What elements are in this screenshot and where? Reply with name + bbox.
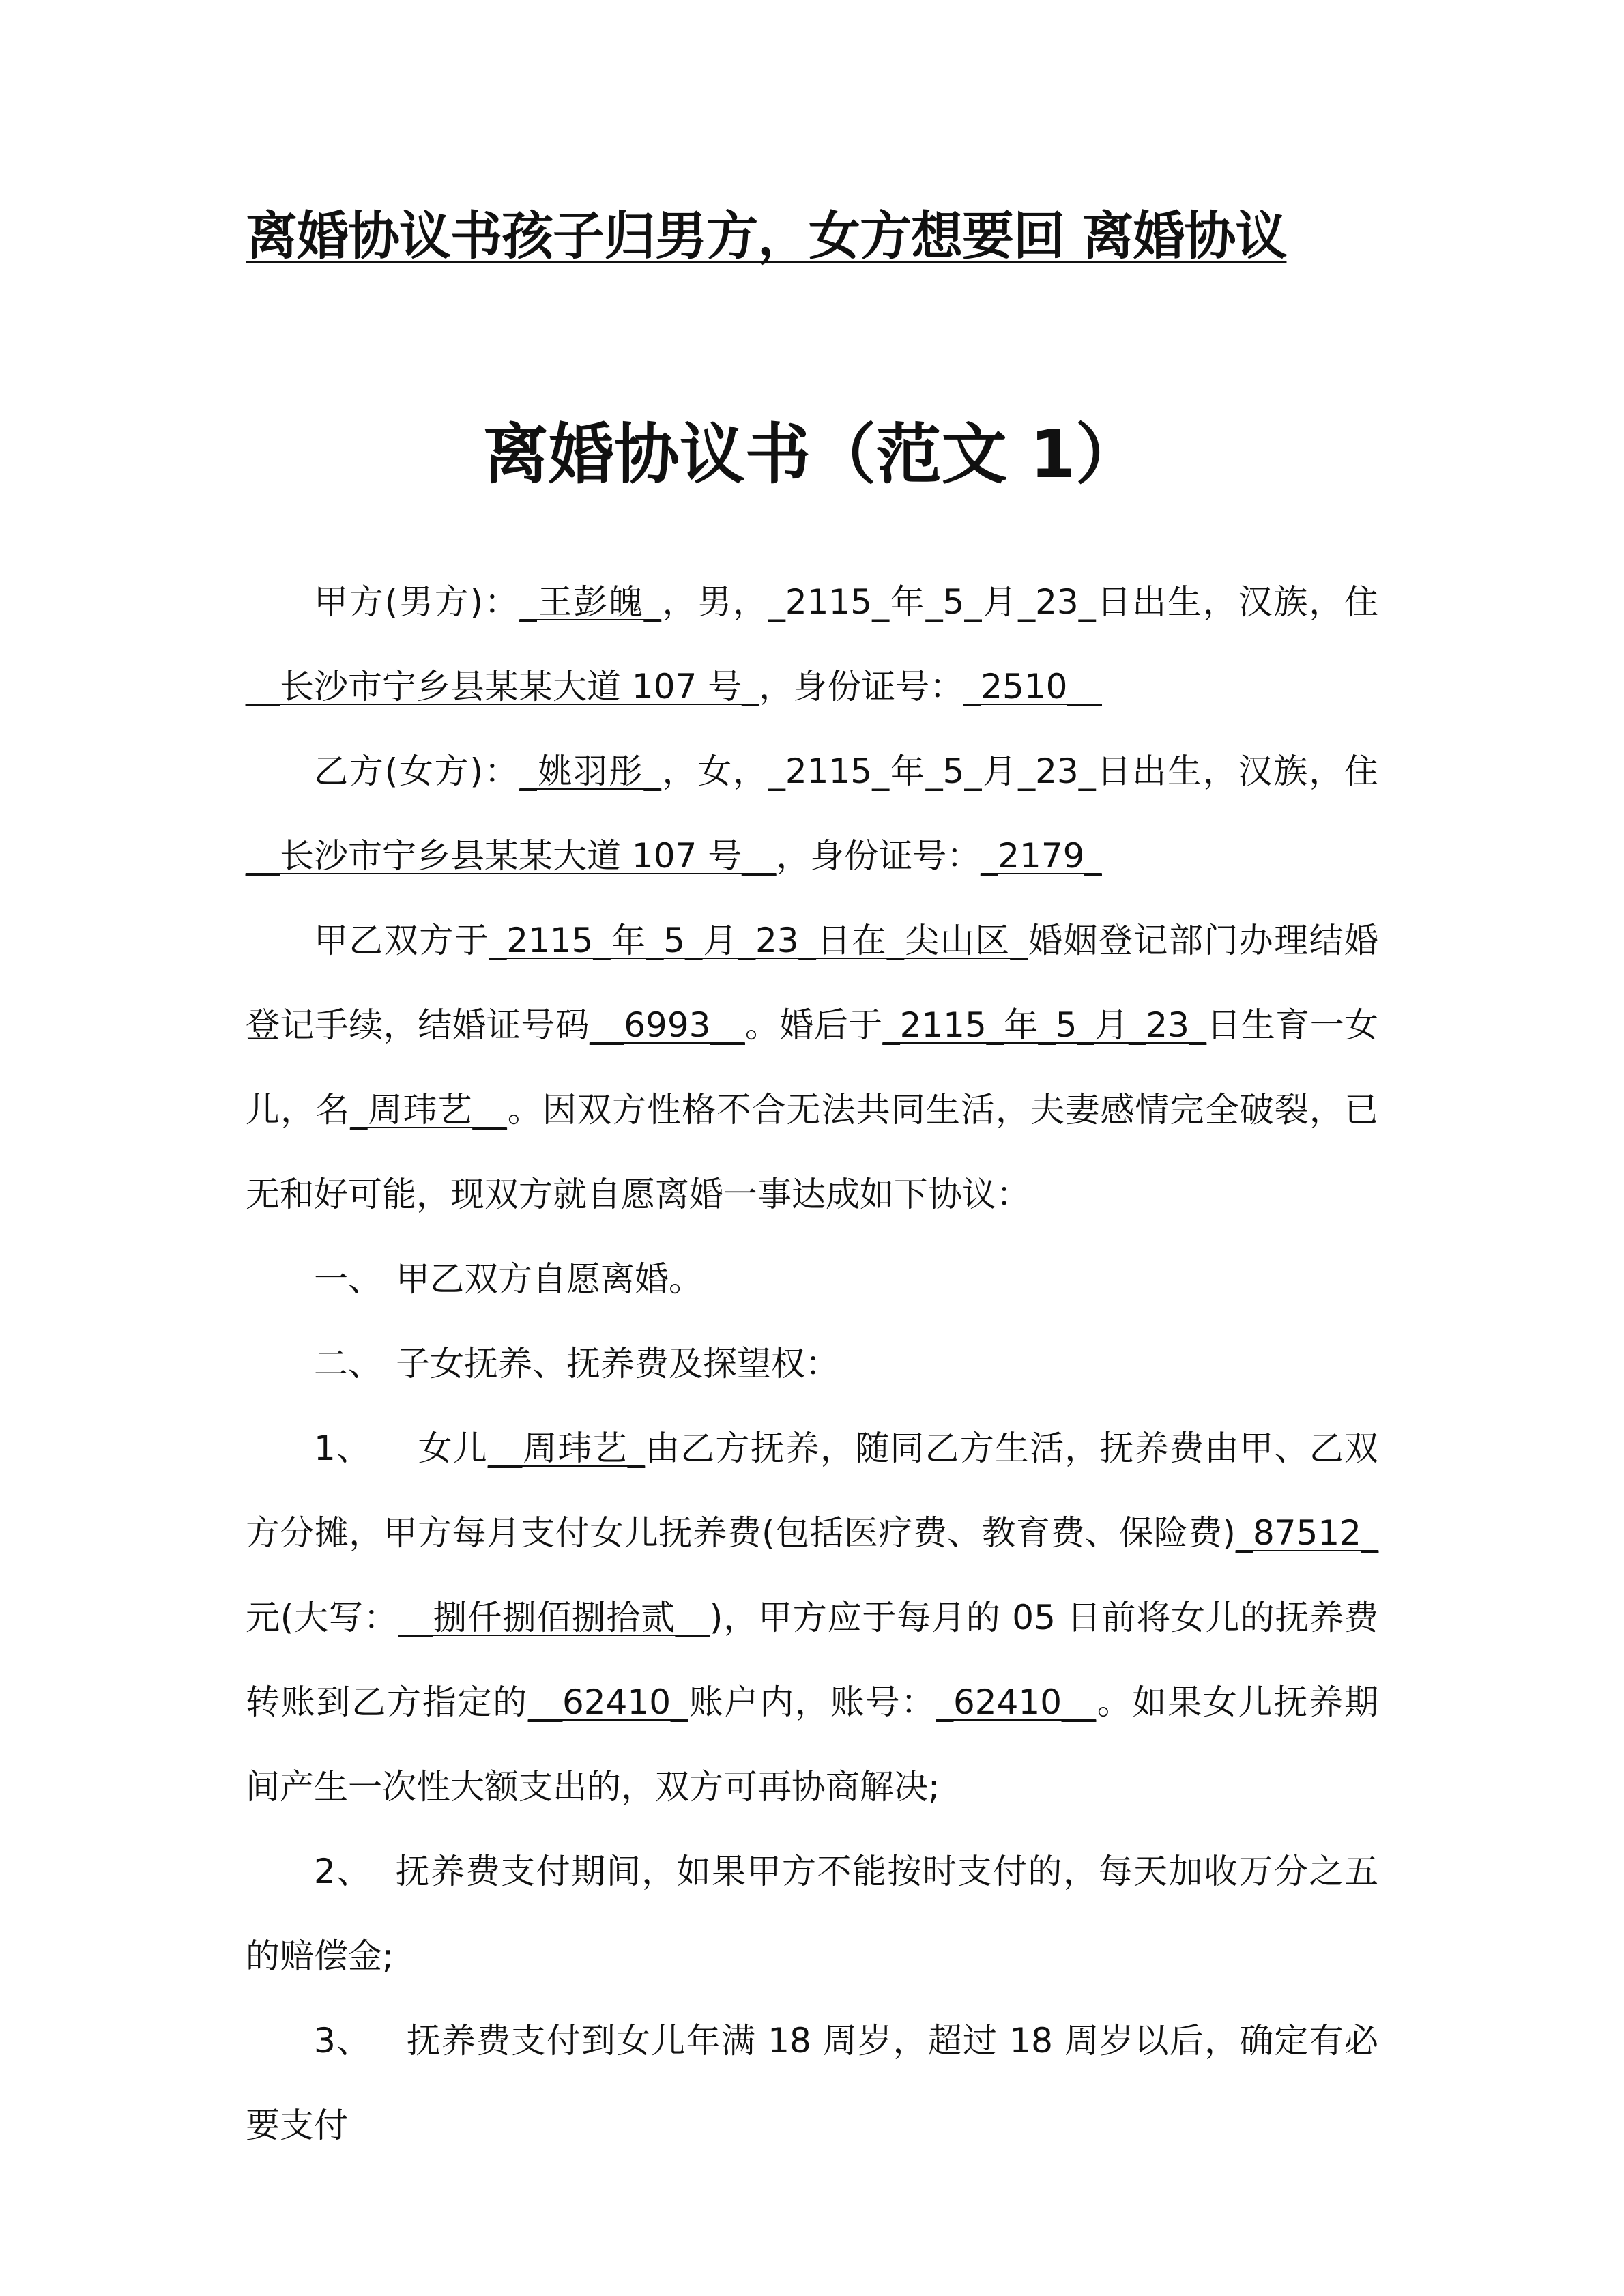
clause-1-text-3: 元(大写： xyxy=(246,1598,398,1637)
clause-1-text-4: )，甲方应于每月的 05 日前将女儿的抚养费转账到乙方指定的 xyxy=(246,1598,1379,1722)
party-a-address: __长沙市宁乡县某某大道 107 号_ xyxy=(246,667,759,706)
clause-number: 2、 xyxy=(314,1852,372,1891)
party-a-sex: ，男， xyxy=(661,582,768,622)
marriage-text-4: 日生育一女儿，名 xyxy=(246,1005,1379,1130)
clause-1-text-1: 女儿 xyxy=(418,1429,489,1468)
marriage-text-2: 婚姻登记部门办理结婚登记手续，结婚证号码 xyxy=(246,921,1379,1045)
party-a-paragraph xyxy=(246,560,1378,729)
support-amount-text: __捌仟捌佰捌拾贰__ xyxy=(398,1598,710,1637)
marriage-text-3: 。婚后于 xyxy=(744,1005,883,1045)
clause-1-text-6: 。如果女儿抚养期间产生一次性大额支出的，双方可再协商解决; xyxy=(246,1682,1379,1807)
party-b-address: __长沙市宁乡县某某大道 107 号__ xyxy=(246,836,777,876)
agreement-item-2 xyxy=(246,1321,1378,1406)
clause-2-text: 抚养费支付期间，如果甲方不能按时支付的，每天加收万分之五的赔偿金; xyxy=(246,1852,1378,1976)
document-title: 离婚协议书孩子归男方，女方想要回 离婚协议 xyxy=(246,205,1287,266)
clause-1-child: __周玮艺_ xyxy=(488,1429,645,1468)
item-number: 一、 xyxy=(314,1259,382,1299)
clause-number: 3、 xyxy=(314,2021,372,2061)
agreement-item-1 xyxy=(246,1237,1378,1321)
clause-1-text-2: 由乙方抚养，随同乙方生活，抚养费由甲、乙双方分摊，甲方每月支付女儿抚养费(包括医疗费、教育费、保险费) xyxy=(246,1429,1379,1553)
bank-field: __62410_ xyxy=(527,1682,688,1722)
clause-number: 1、 xyxy=(314,1429,372,1468)
party-b-id: _2179_ xyxy=(981,836,1102,876)
sample-heading: 离婚协议书（范文 1） xyxy=(482,416,1142,493)
party-a-id-label: ，身份证号： xyxy=(759,667,964,706)
item-text: 子女抚养、抚养费及探望权： xyxy=(396,1344,839,1383)
marriage-text-1: 甲乙双方于 xyxy=(314,921,490,960)
marriage-place: _尖山区_ xyxy=(886,921,1028,960)
party-a-name: _王彭魄_ xyxy=(519,582,661,622)
child-name: _周玮艺__ xyxy=(350,1090,507,1130)
marriage-date: _2115_年_5_月_23_日在 xyxy=(489,921,887,960)
document-body xyxy=(246,560,1378,2168)
marriage-paragraph xyxy=(246,898,1378,1237)
account-number: _62410__ xyxy=(936,1682,1097,1722)
item-number: 二、 xyxy=(314,1344,382,1383)
support-amount: _87512_ xyxy=(1235,1513,1378,1553)
marriage-cert-number: __6993__ xyxy=(590,1005,745,1045)
party-a-id: _2510__ xyxy=(963,667,1102,706)
clause-2-paragraph xyxy=(246,1829,1378,1998)
party-b-name: _姚羽彤_ xyxy=(519,751,661,791)
party-a-birth: _2115_年_5_月_23_日出生，汉族，住 xyxy=(768,582,1379,622)
party-b-id-label: ，身份证号： xyxy=(776,836,981,876)
party-b-birth: _2115_年_5_月_23_日出生，汉族，住 xyxy=(768,751,1379,791)
party-b-label: 乙方(女方)： xyxy=(314,751,520,791)
party-b-sex: ，女， xyxy=(661,751,768,791)
clause-3-text: 抚养费支付到女儿年满 18 周岁，超过 18 周岁以后，确定有必要支付 xyxy=(246,2021,1378,2145)
clause-1-text-5: 账户内，账号： xyxy=(688,1682,936,1722)
party-b-paragraph xyxy=(246,729,1378,898)
clause-1-paragraph xyxy=(246,1406,1378,1829)
party-a-label: 甲方(男方)： xyxy=(314,582,520,622)
clause-3-paragraph xyxy=(246,1998,1378,2168)
item-text: 甲乙双方自愿离婚。 xyxy=(396,1259,703,1299)
marriage-text-5: 。因双方性格不合无法共同生活，夫妻感情完全破裂，已无和好可能，现双方就自愿离婚一事达成如下协议： xyxy=(246,1090,1378,1214)
child-birth-date: _2115_年_5_月_23_ xyxy=(882,1005,1206,1045)
